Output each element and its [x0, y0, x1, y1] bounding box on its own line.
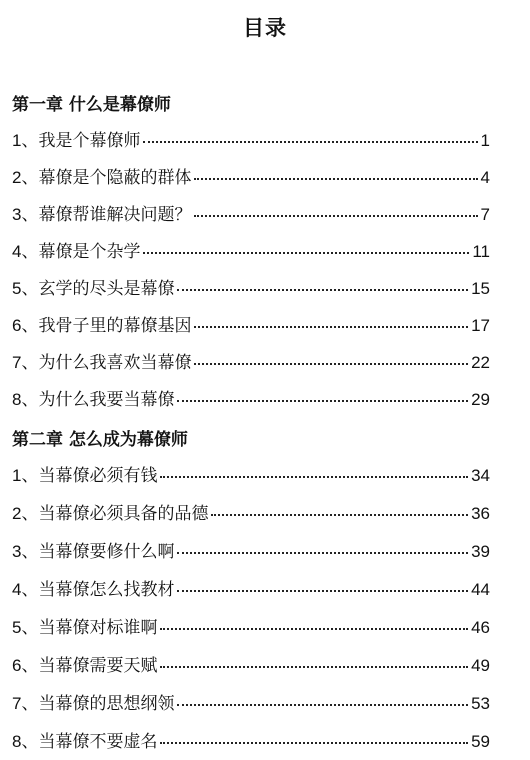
dot-leader — [143, 141, 477, 143]
entry-page-number: 11 — [472, 242, 490, 261]
entry-page-number: 44 — [471, 580, 490, 599]
toc-entry[interactable] — [12, 163, 490, 188]
entry-number: 5 — [12, 279, 22, 298]
dot-leader — [194, 215, 477, 217]
entry-number: 3 — [12, 542, 22, 561]
toc-entry[interactable] — [12, 348, 490, 373]
toc-entry[interactable] — [12, 126, 490, 151]
dot-leader — [177, 400, 468, 402]
dot-leader — [177, 289, 468, 291]
toc-entry[interactable] — [12, 613, 490, 638]
entry-page-number: 39 — [471, 542, 490, 561]
entry-separator: 、 — [21, 279, 39, 299]
entry-number: 6 — [12, 656, 22, 675]
dot-leader — [160, 476, 468, 478]
entry-page-number: 15 — [471, 279, 490, 298]
entry-number: 8 — [12, 732, 22, 751]
toc-entry[interactable] — [12, 575, 490, 600]
entry-title: 当幕僚必须有钱 — [38, 466, 158, 486]
dot-leader — [160, 628, 468, 630]
entry-page-number: 17 — [471, 316, 490, 335]
entry-page-number: 46 — [471, 618, 490, 637]
dot-leader — [177, 704, 468, 706]
chapter-heading: 第二章 怎么成为幕僚师 — [12, 430, 188, 450]
entry-title: 当幕僚需要天赋 — [38, 656, 158, 676]
entry-title: 当幕僚要修什么啊 — [38, 542, 175, 562]
entry-number: 1 — [12, 466, 22, 485]
entry-separator: 、 — [21, 466, 39, 486]
entry-title: 我是个幕僚师 — [38, 131, 141, 151]
toc-entry[interactable] — [12, 727, 490, 752]
entry-separator: 、 — [21, 205, 39, 225]
entry-separator: 、 — [21, 580, 39, 600]
dot-leader — [160, 666, 468, 668]
entry-title: 我骨子里的幕僚基因 — [38, 316, 192, 336]
dot-leader — [160, 742, 468, 744]
entry-number: 5 — [12, 618, 22, 637]
dot-leader — [177, 590, 468, 592]
toc-entry[interactable] — [12, 499, 490, 524]
entry-title: 为什么我喜欢当幕僚 — [38, 353, 192, 373]
dot-leader — [194, 178, 477, 180]
toc-entry[interactable] — [12, 237, 490, 262]
dot-leader — [143, 252, 469, 254]
entry-separator: 、 — [21, 316, 39, 336]
entry-title: 当幕僚必须具备的品德 — [38, 504, 209, 524]
toc-entry[interactable] — [12, 311, 490, 336]
toc-entry[interactable] — [12, 537, 490, 562]
entry-number: 6 — [12, 316, 22, 335]
entry-page-number: 59 — [471, 732, 490, 751]
toc-entry[interactable] — [12, 274, 490, 299]
toc-entry[interactable] — [12, 651, 490, 676]
entry-title: 玄学的尽头是幕僚 — [38, 279, 175, 299]
entry-number: 7 — [12, 353, 22, 372]
dot-leader — [177, 552, 468, 554]
entry-number: 4 — [12, 242, 22, 261]
entry-separator: 、 — [21, 242, 39, 262]
entry-page-number: 53 — [471, 694, 490, 713]
entry-title: 为什么我要当幕僚 — [38, 390, 175, 410]
entry-separator: 、 — [21, 131, 39, 151]
entry-separator: 、 — [21, 656, 39, 676]
entry-number: 1 — [12, 131, 22, 150]
entry-separator: 、 — [21, 504, 39, 524]
entry-separator: 、 — [21, 353, 39, 373]
entry-number: 2 — [12, 504, 22, 523]
chapter-heading: 第一章 什么是幕僚师 — [12, 95, 171, 115]
entry-title: 幕僚是个隐蔽的群体 — [38, 168, 192, 188]
entry-number: 8 — [12, 390, 22, 409]
entry-page-number: 34 — [471, 466, 490, 485]
entry-number: 3 — [12, 205, 22, 224]
entry-title: 幕僚帮谁解决问题？ — [38, 205, 192, 225]
entry-page-number: 49 — [471, 656, 490, 675]
entry-page-number: 29 — [471, 390, 490, 409]
toc-title: 目录 — [243, 16, 287, 40]
entry-separator: 、 — [21, 390, 39, 410]
entry-number: 4 — [12, 580, 22, 599]
dot-leader — [211, 514, 468, 516]
entry-separator: 、 — [21, 694, 39, 714]
entry-title: 当幕僚的思想纲领 — [38, 694, 175, 714]
toc-entry[interactable] — [12, 385, 490, 410]
entry-page-number: 7 — [480, 205, 490, 224]
entry-page-number: 1 — [480, 131, 490, 150]
entry-separator: 、 — [21, 732, 39, 752]
entry-page-number: 22 — [471, 353, 490, 372]
entry-title: 当幕僚不要虚名 — [38, 732, 158, 752]
dot-leader — [194, 326, 468, 328]
dot-leader — [194, 363, 468, 365]
toc-entry[interactable] — [12, 200, 490, 225]
entry-separator: 、 — [21, 542, 39, 562]
entry-title: 幕僚是个杂学 — [38, 242, 141, 262]
entry-number: 7 — [12, 694, 22, 713]
entry-page-number: 36 — [471, 504, 490, 523]
entry-page-number: 4 — [480, 168, 490, 187]
entry-title: 当幕僚对标谁啊 — [38, 618, 158, 638]
entry-number: 2 — [12, 168, 22, 187]
entry-title: 当幕僚怎么找教材 — [38, 580, 175, 600]
toc-entry[interactable] — [12, 689, 490, 714]
entry-separator: 、 — [21, 168, 39, 188]
toc-entry[interactable] — [12, 461, 490, 486]
entry-separator: 、 — [21, 618, 39, 638]
